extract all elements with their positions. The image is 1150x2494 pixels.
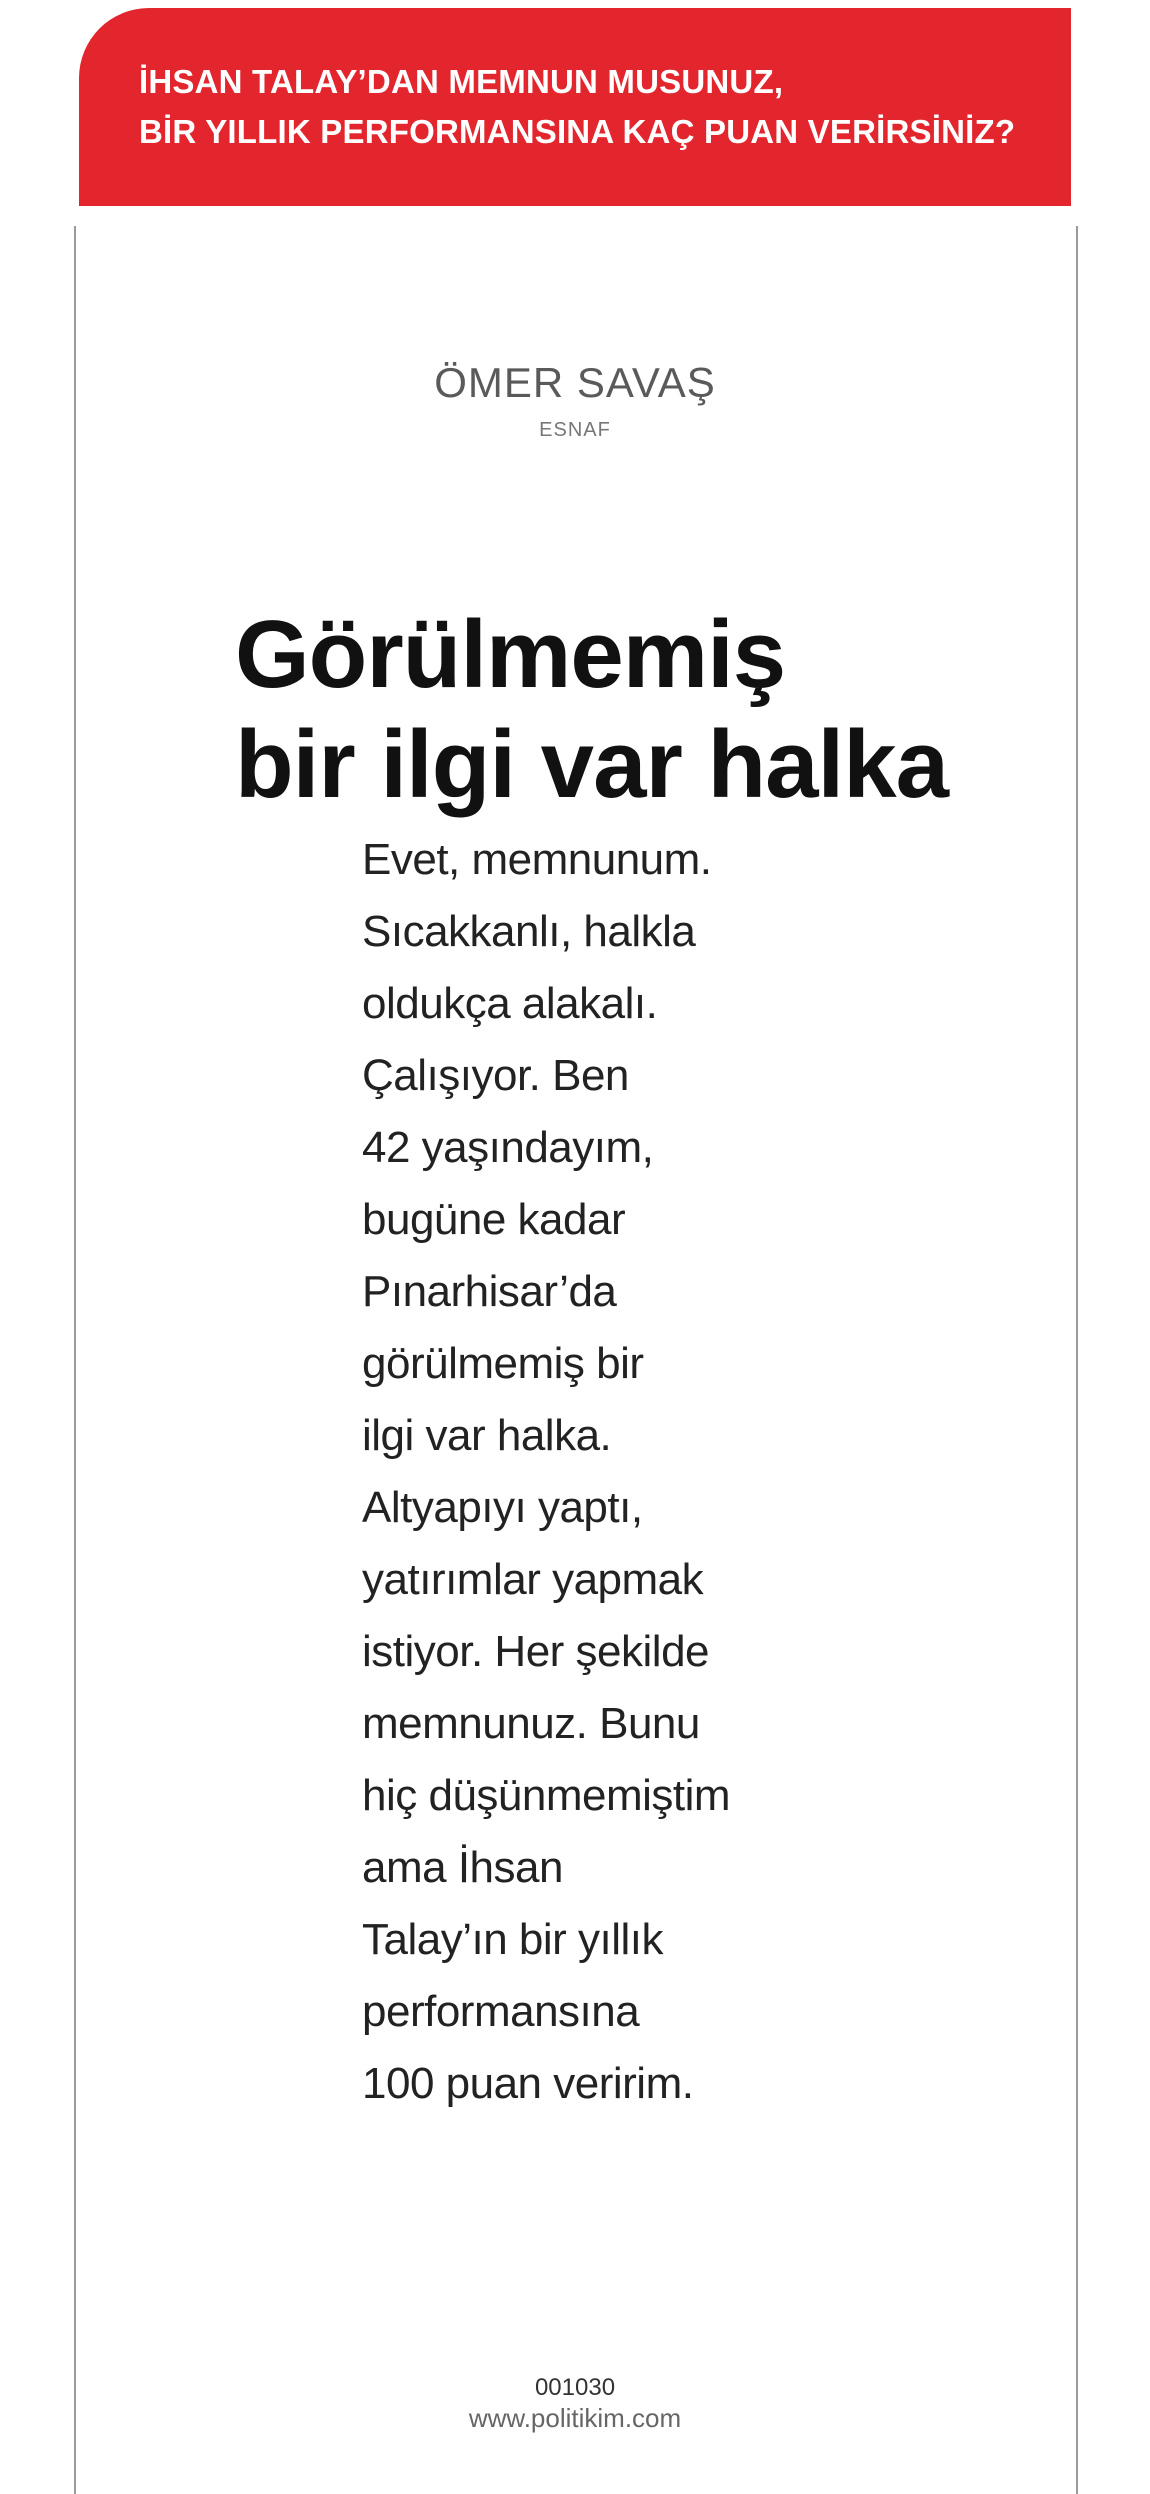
person-role: ESNAF [539, 419, 611, 441]
headline [235, 600, 948, 820]
quote-line: hiç düşünmemiştim [362, 1771, 731, 1820]
quote-line: Evet, memnunum. [362, 835, 712, 884]
quote-text [362, 824, 730, 2120]
quote-line: Pınarhisar’da [362, 1267, 617, 1316]
footer-website-link[interactable]: www.politikim.com [468, 2403, 682, 2433]
header-banner [79, 8, 1071, 206]
quote-line: ama İhsan [362, 1843, 563, 1892]
quote-line: bugüne kadar [362, 1195, 626, 1244]
header-question-line-1: İHSAN TALAY’DAN MEMNUN MUSUNUZ, [139, 63, 784, 100]
frame-left-border [74, 226, 76, 2494]
quote-line: performansına [362, 1987, 640, 2036]
quote-line: Sıcakkanlı, halkla [362, 907, 696, 956]
quote-line: 100 puan veririm. [362, 2059, 694, 2108]
quote-line: oldukça alakalı. [362, 979, 658, 1028]
quote-line: Altyapıyı yaptı, [362, 1483, 643, 1532]
quote-line: yatırımlar yapmak [362, 1555, 704, 1604]
quote-line: Talay’ın bir yıllık [362, 1915, 664, 1964]
person-name: ÖMER SAVAŞ [434, 359, 716, 406]
headline-line: Görülmemiş [235, 601, 786, 708]
quote-line: 42 yaşındayım, [362, 1123, 654, 1172]
quote-line: ilgi var halka. [362, 1411, 612, 1460]
header-question-line-2: BİR YILLIK PERFORMANSINA KAÇ PUAN VERİRSİNİZ? [139, 113, 1016, 150]
frame-right-border [1076, 226, 1078, 2494]
quote-line: Çalışıyor. Ben [362, 1051, 629, 1100]
quote-line: istiyor. Her şekilde [362, 1627, 710, 1676]
footer-code: 001030 [534, 2374, 616, 2401]
quote-line: memnunuz. Bunu [362, 1699, 700, 1748]
headline-line: bir ilgi var halka [235, 711, 948, 818]
quote-line: görülmemiş bir [362, 1339, 644, 1388]
